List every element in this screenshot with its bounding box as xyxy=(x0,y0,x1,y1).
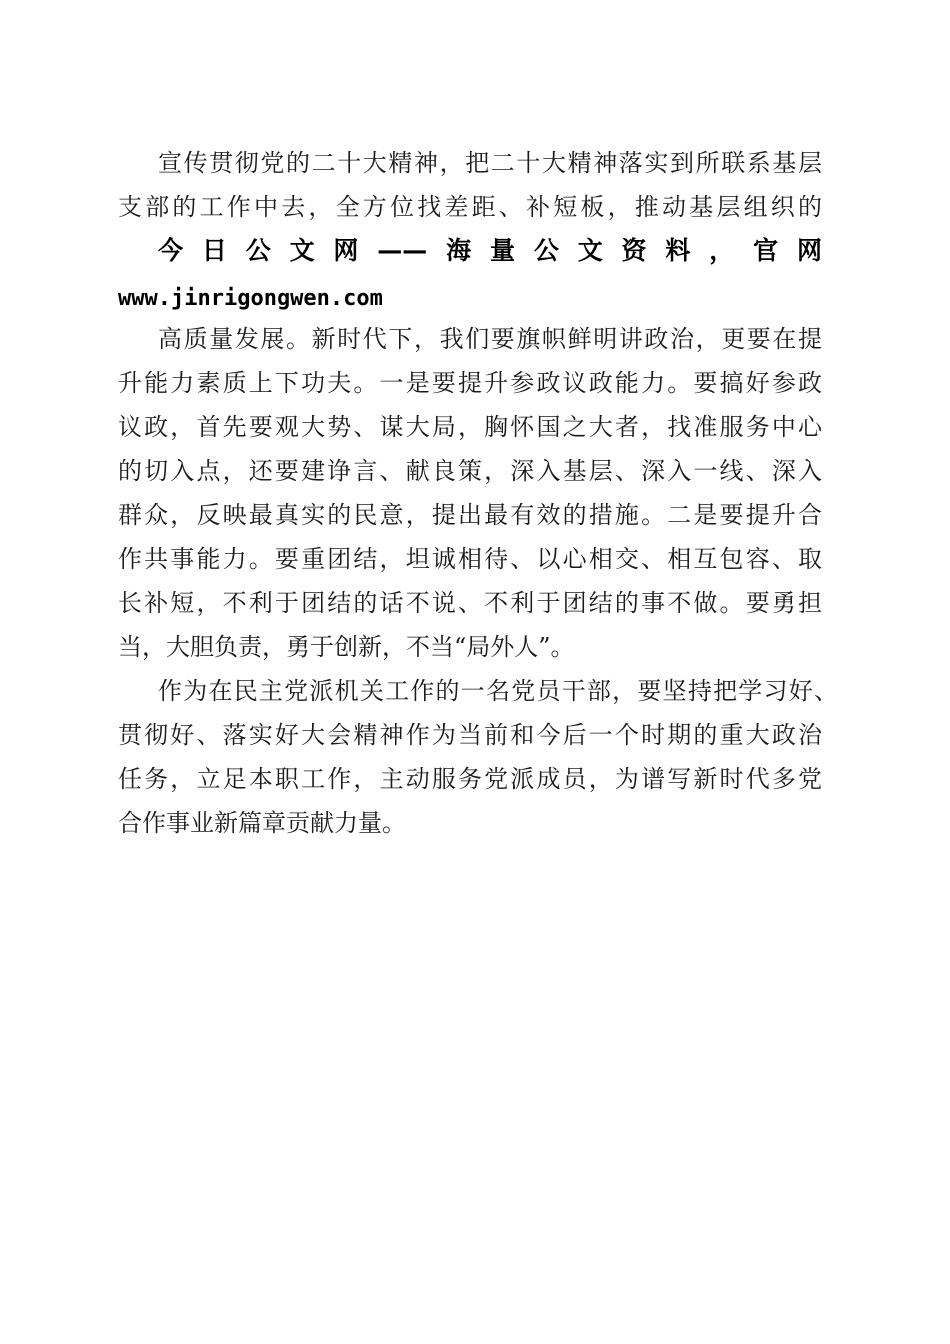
fragment-line-1: 宣传贯彻党的二十大精神，把二十大精神落实到所联系基层 xyxy=(158,149,822,177)
watermark-title: 今日公文网——海量公文资料，官网 xyxy=(158,236,822,265)
paragraph2-line-3: 任务，立足本职工作，主动服务党派成员，为谱写新时代多党 xyxy=(118,765,822,793)
watermark-url: www.jinrigongwen.com xyxy=(118,286,383,311)
paragraph1-line-3: 议政，首先要观大势、谋大局，胸怀国之大者，找准服务中心 xyxy=(118,413,822,441)
paragraph1-line-1: 高质量发展。新时代下，我们要旗帜鲜明讲政治，更要在提 xyxy=(158,325,822,353)
paragraph1-line-8: 当，大胆负责，勇于创新，不当“局外人”。 xyxy=(118,633,575,661)
paragraph1-line-4: 的切入点，还要建诤言、献良策，深入基层、深入一线、深入 xyxy=(118,457,822,485)
paragraph1-line-6: 作共事能力。要重团结，坦诚相待、以心相交、相互包容、取 xyxy=(118,545,822,573)
paragraph2-line-1: 作为在民主党派机关工作的一名党员干部，要坚持把学习好、 xyxy=(158,677,838,705)
paragraph1-line-7: 长补短，不利于团结的话不说、不利于团结的事不做。要勇担 xyxy=(118,589,822,617)
paragraph1-line-2: 升能力素质上下功夫。一是要提升参政议政能力。要搞好参政 xyxy=(118,369,822,397)
paragraph2-line-4: 合作事业新篇章贡献力量。 xyxy=(118,809,406,837)
fragment-line-2: 支部的工作中去，全方位找差距、补短板，推动基层组织的 xyxy=(118,193,822,221)
paragraph1-line-5: 群众，反映最真实的民意，提出最有效的措施。二是要提升合 xyxy=(118,501,822,529)
paragraph2-line-2: 贯彻好、落实好大会精神作为当前和今后一个时期的重大政治 xyxy=(118,721,822,749)
